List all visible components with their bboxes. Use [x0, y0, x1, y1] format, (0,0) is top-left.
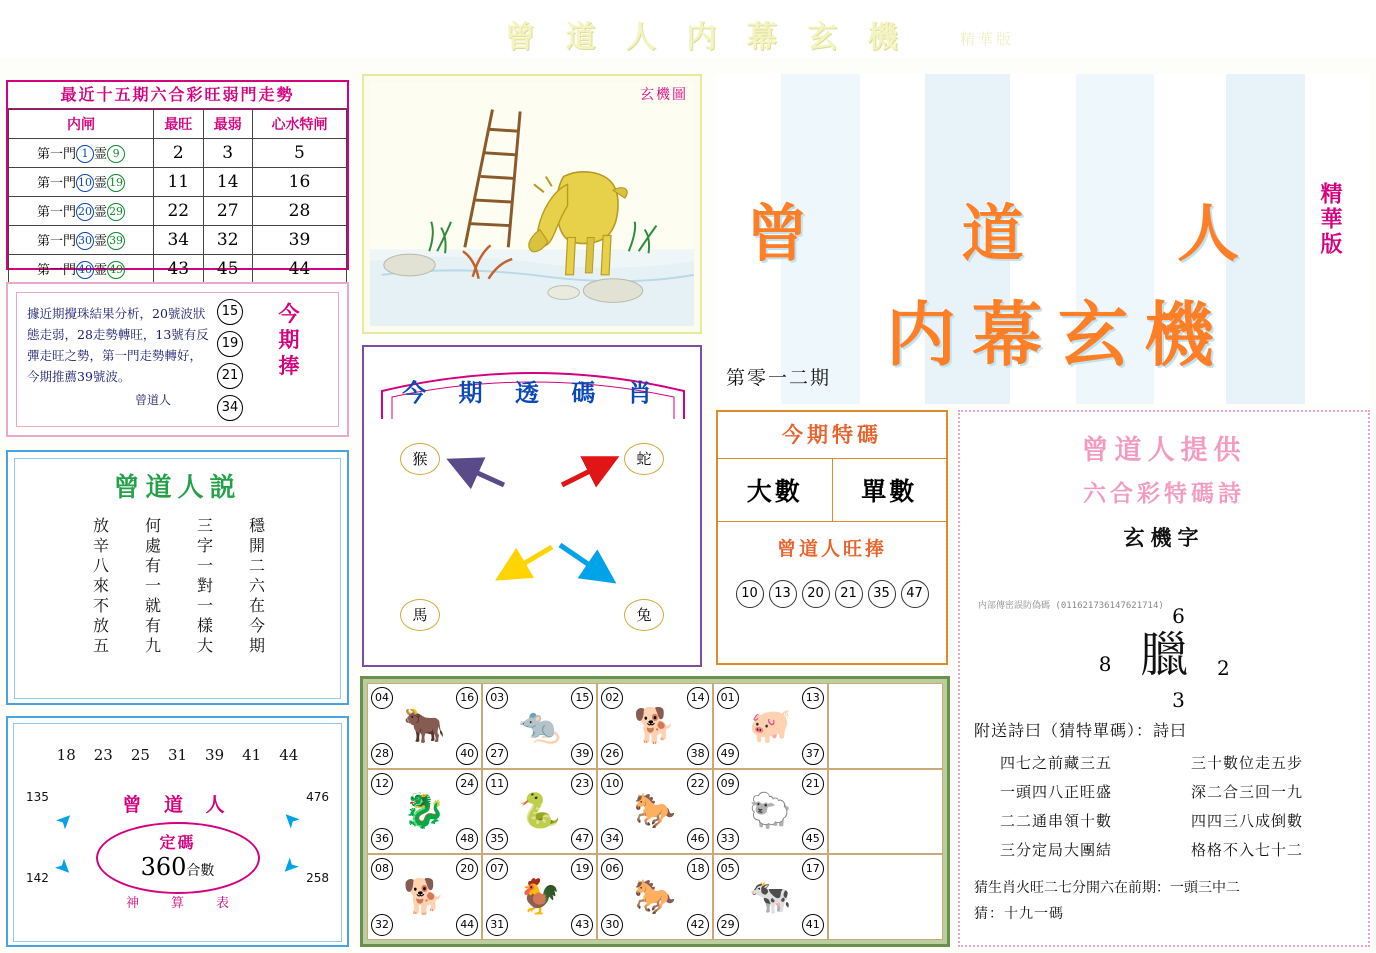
cell-number: 44 [456, 914, 478, 936]
row-range-end: 49 [107, 261, 125, 279]
current-pick-numbers [217, 299, 243, 427]
mystery-picture-label: 玄機圖 [640, 87, 688, 103]
cell-number: 47 [571, 828, 593, 850]
bottom-word: 表 [216, 896, 230, 911]
cell-number: 18 [687, 858, 709, 880]
cell-number: 21 [802, 773, 824, 795]
cell-number: 09 [717, 773, 739, 795]
master-says-line: 何處有一就有九 [142, 517, 162, 657]
trend-title: 最近十五期六合彩旺弱門走勢 [8, 82, 347, 109]
row-range-mid: 霊 [94, 262, 108, 278]
fixed-number: 41 [242, 746, 262, 764]
trend-cell: 14 [203, 168, 252, 197]
grid-cell [597, 769, 712, 855]
mystery-picture-scene [370, 82, 694, 326]
cell-number: 45 [802, 828, 824, 850]
ball: 10 [736, 580, 764, 608]
banner-title: 曾 道 人 内 幕 玄 機 [505, 20, 908, 55]
trend-table-panel [6, 80, 349, 279]
trend-row-label [9, 197, 154, 226]
cell-number: 20 [456, 858, 478, 880]
trend-cell: 2 [154, 139, 203, 168]
poem-title-3: 玄機字 [1123, 525, 1205, 550]
cell-number: 07 [486, 858, 508, 880]
poem-line: 二二通串領十數 [1000, 812, 1113, 830]
zodiac-chip-horse: 馬 [400, 599, 440, 631]
mystery-number-left: 8 [1098, 652, 1112, 676]
fixed-code-top-numbers [14, 746, 341, 764]
grid-cell [482, 854, 597, 940]
cell-number: 12 [371, 773, 393, 795]
trend-col-2: 最弱 [203, 110, 252, 139]
cell-number: 39 [571, 743, 593, 765]
grid-cell [713, 854, 828, 940]
ball: 35 [868, 580, 896, 608]
logo-badge: 精華版 [1317, 182, 1343, 257]
cell-number: 26 [601, 743, 623, 765]
special-code-left: 大數 [718, 459, 833, 521]
poem-tail-1: 猜生肖火旺二七分開六在前期：一頭三中二 [974, 880, 1240, 896]
master-says-line: 三字一對一樣大 [194, 517, 214, 657]
banner-subtitle: 精華版 [960, 30, 1015, 48]
trend-row-label [9, 139, 154, 168]
poem-line: 四七之前藏三五 [1000, 754, 1113, 772]
zodiac-number-grid [360, 676, 950, 947]
mystery-number-top: 6 [1172, 604, 1185, 628]
horse-icon: 🐎 [633, 877, 677, 918]
cell-number: 34 [601, 828, 623, 850]
special-code-panel [716, 410, 948, 665]
poem-title-2: 六合彩特碼詩 [1083, 480, 1245, 507]
ball: 47 [901, 580, 929, 608]
row-label-text: 第一門 [37, 204, 77, 220]
grid-cell [367, 854, 482, 940]
trend-cell: 3 [203, 139, 252, 168]
current-pick-inner [16, 292, 339, 427]
cell-number: 22 [687, 773, 709, 795]
fixed-number: 25 [130, 746, 150, 764]
master-says-inner [14, 458, 341, 699]
trend-cell: 39 [252, 226, 346, 255]
cell-number: 05 [717, 858, 739, 880]
zodiac-chip-monkey: 猴 [400, 443, 440, 475]
row-range-start: 20 [76, 203, 94, 221]
ball: 21 [835, 580, 863, 608]
row-range-mid: 霊 [94, 175, 108, 191]
dragon-icon: 🐉 [403, 791, 446, 832]
special-code-title: 今期特碼 [718, 412, 946, 459]
poem-line: 格格不入七十二 [1191, 841, 1304, 859]
fixed-code-value-wrap [98, 853, 258, 881]
ball: 13 [769, 580, 797, 608]
trend-row-label [9, 168, 154, 197]
table-header-row [9, 110, 347, 139]
trend-cell: 45 [203, 255, 252, 284]
trend-cell: 22 [154, 197, 203, 226]
grid-cell [597, 854, 712, 940]
row-label-text: 第一門 [37, 146, 77, 162]
page-banner [0, 0, 1376, 58]
table-row [9, 168, 347, 197]
cell-number: 43 [571, 914, 593, 936]
row-range-start: 30 [76, 232, 94, 250]
cell-number: 29 [717, 914, 739, 936]
row-range-mid: 霊 [94, 204, 108, 220]
trend-cell: 32 [203, 226, 252, 255]
ball: 20 [802, 580, 830, 608]
security-code-text: 内部傳密誤防偽碼 (011621736147621714) [978, 601, 1164, 611]
grid-cell-empty [828, 769, 943, 855]
cell-number: 16 [456, 687, 478, 709]
poem-line: 深二合三回一九 [1191, 783, 1304, 801]
table-row [9, 197, 347, 226]
cell-number: 13 [802, 687, 824, 709]
arrow-down-right-icon: ➤ [276, 852, 306, 882]
trend-cell: 44 [252, 255, 346, 284]
row-range-end: 29 [107, 203, 125, 221]
row-label-text: 第一門 [37, 262, 77, 278]
rat-icon: 🐀 [518, 705, 561, 746]
mystery-number-right: 2 [1217, 656, 1230, 680]
horse-icon: 🐎 [633, 791, 677, 832]
fixed-number: 31 [167, 746, 188, 764]
pick-number: 19 [217, 331, 243, 357]
special-code-balls [718, 576, 946, 608]
cell-number: 32 [371, 914, 393, 936]
ox-icon: 🐂 [403, 705, 446, 746]
table-row [9, 139, 347, 168]
poem-tail-2: 猜：十九一碼 [974, 906, 1064, 922]
cell-number: 04 [371, 687, 393, 709]
master-says-panel [6, 450, 349, 705]
zodiac-chip-snake: 蛇 [624, 443, 664, 475]
cell-number: 19 [571, 858, 593, 880]
grid-cell [482, 683, 597, 769]
master-says-line: 穩開二六在今期 [246, 517, 266, 657]
cell-number: 24 [456, 773, 478, 795]
fixed-code-value: 360 [140, 853, 187, 881]
arrow-up-left-icon: ➤ [49, 805, 79, 835]
cell-number: 28 [371, 743, 393, 765]
arrow-up-right-icon: ➤ [276, 805, 306, 835]
cow-icon: 🐄 [749, 877, 792, 918]
mystery-picture-panel [362, 74, 702, 334]
cell-number: 15 [571, 687, 593, 709]
rooster-icon: 🐓 [518, 877, 561, 918]
zodiac-hint-panel [362, 345, 702, 667]
table-row [9, 255, 347, 284]
grid-cell [713, 769, 828, 855]
fixed-code-bottom-words [14, 892, 341, 911]
corner-value-top-right: 476 [306, 790, 329, 804]
fixed-code-brand: 曾 道 人 [122, 794, 233, 816]
cell-number: 33 [717, 828, 739, 850]
fixed-number: 44 [279, 746, 299, 764]
poem-panel [958, 410, 1370, 947]
zodiac-hint-title: 今 期 透 碼 肖 [402, 378, 664, 407]
grid-cell-empty [828, 683, 943, 769]
trend-cell: 5 [252, 139, 346, 168]
deer-scene-illustration [370, 82, 694, 326]
row-range-end: 39 [107, 232, 125, 250]
trend-cell: 11 [154, 168, 203, 197]
fixed-number: 23 [93, 746, 113, 764]
row-range-end: 19 [107, 174, 125, 192]
trend-table [8, 109, 347, 284]
bottom-word: 算 [170, 896, 184, 911]
grid-cell [367, 683, 482, 769]
brand-logo-panel [716, 74, 1370, 404]
trend-cell: 16 [252, 168, 346, 197]
cell-number: 31 [486, 914, 508, 936]
logo-line-2: 内幕玄機 [886, 293, 1230, 376]
master-says-title: 曾道人説 [113, 473, 242, 503]
row-range-start: 40 [76, 261, 94, 279]
poem-line: 三分定局大團結 [1000, 841, 1113, 859]
zodiac-grid-inner [367, 683, 943, 940]
grid-cell [367, 769, 482, 855]
arrow-down-left-icon: ➤ [49, 852, 79, 882]
row-range-mid: 霊 [94, 146, 108, 162]
fixed-code-value-suffix: 合數 [186, 863, 215, 879]
mystery-number-bottom: 3 [1172, 688, 1185, 712]
cell-number: 48 [456, 828, 478, 850]
dog-icon: 🐕 [403, 877, 446, 918]
dog-icon: 🐕 [633, 705, 677, 746]
cell-number: 40 [456, 743, 478, 765]
cell-number: 49 [717, 743, 739, 765]
row-range-start: 1 [76, 145, 94, 163]
corner-value-top-left: 135 [26, 790, 49, 804]
poem-lines [1000, 752, 1360, 860]
fixed-code-label: 定碼 [159, 833, 196, 852]
fixed-code-oval [96, 822, 260, 894]
poem-line: 四四三八成倒數 [1191, 812, 1304, 830]
trend-cell: 27 [203, 197, 252, 226]
fixed-number: 39 [205, 746, 225, 764]
cell-number: 02 [601, 687, 623, 709]
zodiac-chip-rabbit: 兔 [624, 599, 664, 631]
row-range-start: 10 [76, 174, 94, 192]
row-range-end: 9 [107, 145, 125, 163]
goat-icon: 🐑 [749, 791, 792, 832]
mystery-character: 臘 [1139, 627, 1189, 683]
row-label-text: 第一門 [37, 233, 77, 249]
cell-number: 37 [802, 743, 824, 765]
pick-number: 34 [217, 395, 243, 421]
trend-col-1: 最旺 [154, 110, 203, 139]
trend-cell: 43 [154, 255, 203, 284]
cell-number: 11 [486, 773, 508, 795]
issue-number: 第零一二期 [726, 367, 832, 389]
trend-row-label [9, 226, 154, 255]
corner-value-bottom-right: 258 [306, 871, 329, 885]
trend-cell: 28 [252, 197, 346, 226]
grid-cell [597, 683, 712, 769]
bottom-word: 神 [125, 896, 139, 911]
special-code-right: 單數 [861, 477, 918, 506]
master-says-line: 放辛八來不放五 [90, 517, 110, 657]
fixed-code-panel [6, 716, 349, 947]
corner-value-bottom-left: 142 [26, 871, 49, 885]
cell-number: 35 [486, 828, 508, 850]
row-range-mid: 霊 [94, 233, 108, 249]
trend-col-0: 内闸 [9, 110, 154, 139]
pick-number: 21 [217, 363, 243, 389]
cell-number: 27 [486, 743, 508, 765]
special-code-subtitle: 曾道人旺捧 [776, 538, 887, 560]
zodiac-arrows [364, 347, 700, 665]
cell-number: 42 [687, 914, 709, 936]
special-code-cells [718, 459, 946, 522]
fixed-code-inner [13, 723, 342, 942]
current-pick-text: 據近期攪珠結果分析，20號波狀態走弱，28走勢轉旺，13號有反彈走旺之勢，第一門走勢轉好，今期推薦39號波。 [27, 306, 209, 384]
row-label-text: 第一門 [37, 175, 77, 191]
cell-number: 08 [371, 858, 393, 880]
cell-number: 46 [687, 828, 709, 850]
current-pick-title: 今期捧 [278, 301, 300, 378]
logo-line-1: 曾 道 人 [746, 197, 1306, 270]
table-row [9, 226, 347, 255]
trend-col-3: 心水特闸 [252, 110, 346, 139]
master-says-columns [15, 517, 340, 677]
poem-heading: 附送詩曰（猜特單碼）：詩曰 [974, 721, 1188, 740]
fixed-number: 18 [56, 746, 76, 764]
cell-number: 10 [601, 773, 623, 795]
cell-number: 30 [601, 914, 623, 936]
cell-number: 01 [717, 687, 739, 709]
cell-number: 06 [601, 858, 623, 880]
current-pick-panel [6, 282, 349, 437]
cell-number: 23 [571, 773, 593, 795]
cell-number: 03 [486, 687, 508, 709]
trend-cell: 34 [154, 226, 203, 255]
cell-number: 41 [802, 914, 824, 936]
cell-number: 17 [802, 858, 824, 880]
pig-icon: 🐖 [749, 705, 792, 746]
current-pick-signature: 曾道人 [135, 393, 172, 407]
poem-line: 一頭四八正旺盛 [1000, 783, 1113, 801]
trend-row-label [9, 255, 154, 284]
snake-icon: 🐍 [518, 791, 561, 832]
cell-number: 38 [687, 743, 709, 765]
cell-number: 14 [687, 687, 709, 709]
grid-cell [713, 683, 828, 769]
grid-cell [482, 769, 597, 855]
grid-cell-empty [828, 854, 943, 940]
poem-title-1: 曾道人提供 [1081, 435, 1247, 466]
pick-number: 15 [217, 299, 243, 325]
cell-number: 36 [371, 828, 393, 850]
poem-line: 三十數位走五步 [1191, 754, 1304, 772]
